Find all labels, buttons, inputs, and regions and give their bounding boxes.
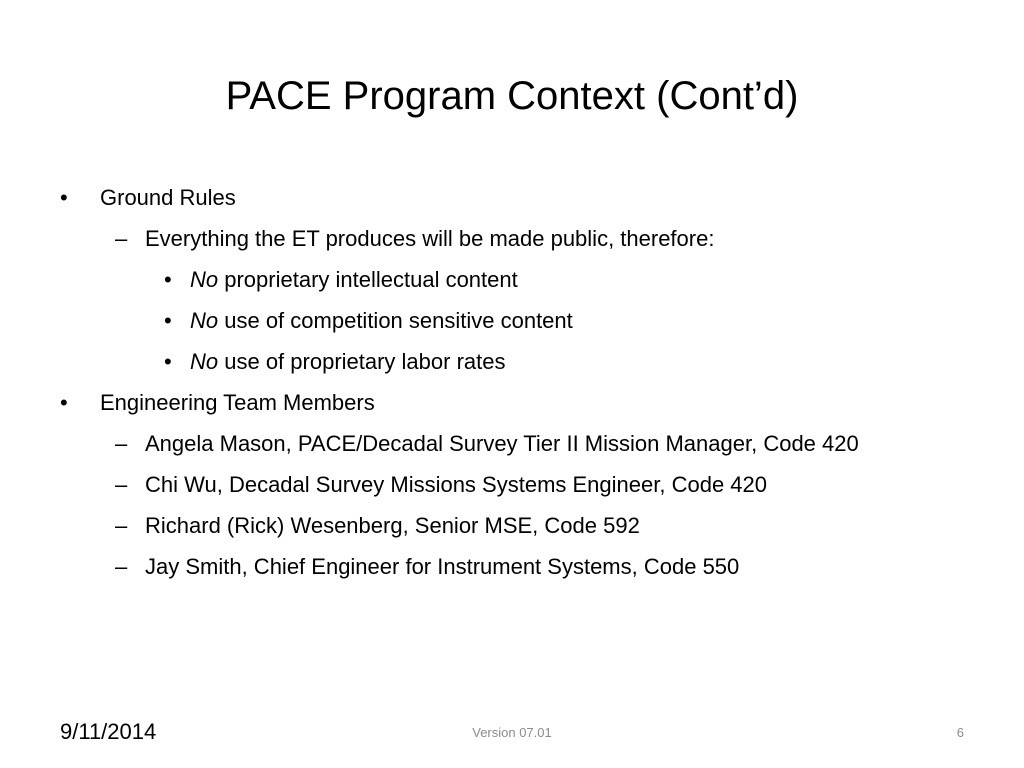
bullet-marker: •: [164, 349, 172, 374]
bullet-marker: •: [60, 185, 68, 210]
slide-title: PACE Program Context (Cont’d): [225, 74, 799, 118]
team-member: [60, 471, 940, 498]
team-member-text: Chi Wu, Decadal Survey Missions Systems Engineer, Code 420: [145, 472, 767, 497]
rule-text: use of competition sensitive content: [218, 308, 573, 333]
footer-date: 9/11/2014: [60, 719, 157, 744]
rule-emphasis: No: [190, 308, 219, 333]
rule-item: [60, 307, 940, 334]
team-member: [60, 553, 940, 580]
team-member-text: Richard (Rick) Wesenberg, Senior MSE, Code 592: [145, 513, 640, 538]
rule-text: proprietary intellectual content: [218, 267, 518, 292]
dash-marker: –: [115, 554, 128, 579]
bullet-marker: •: [164, 267, 172, 292]
rule-emphasis: No: [190, 267, 219, 292]
dash-marker: –: [115, 513, 128, 538]
sub-bullet-text: Everything the ET produces will be made public, therefore:: [145, 226, 715, 251]
dash-marker: –: [115, 472, 128, 497]
dash-marker: –: [115, 226, 128, 251]
rule-emphasis: No: [190, 349, 219, 374]
sub-bullet-public: [60, 225, 940, 252]
bullet-marker: •: [164, 308, 172, 333]
bullet-marker: •: [60, 390, 68, 415]
team-member-text: Jay Smith, Chief Engineer for Instrument Systems, Code 550: [145, 554, 740, 579]
bullet-engineering-team: [60, 389, 940, 416]
bullet-ground-rules: [60, 184, 940, 211]
bullet-text: Engineering Team Members: [100, 390, 375, 415]
team-member: [60, 430, 940, 457]
footer-version: Version 07.01: [472, 725, 552, 740]
slide-content: [60, 184, 940, 594]
rule-text: use of proprietary labor rates: [218, 349, 506, 374]
footer-page-number: 6: [956, 725, 964, 740]
dash-marker: –: [115, 431, 128, 456]
team-member: [60, 512, 940, 539]
bullet-text: Ground Rules: [100, 185, 236, 210]
team-member-text: Angela Mason, PACE/Decadal Survey Tier II Mission Manager, Code 420: [145, 431, 859, 456]
rule-item: [60, 266, 940, 293]
rule-item: [60, 348, 940, 375]
